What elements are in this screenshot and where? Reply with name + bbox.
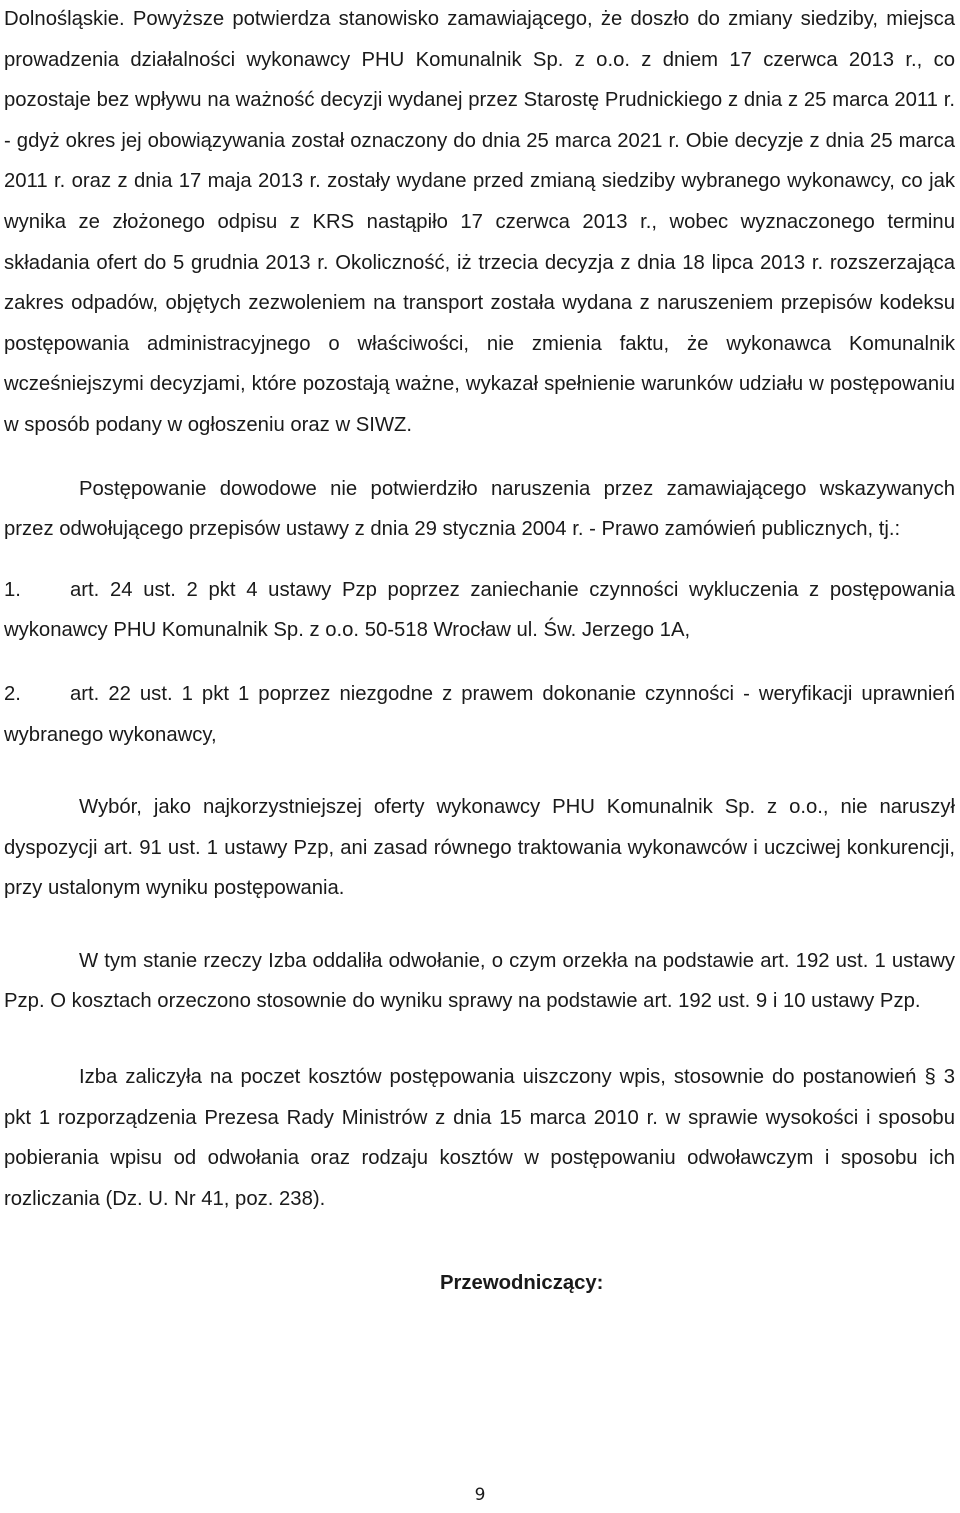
paragraph-costs: Izba zaliczyła na poczet kosztów postępowania uiszczony wpis, stosownie do postanowień § 3 pkt 1 rozporządzenia Prezesa Rady Ministrów z dnia 15 marca 2010 r. w sprawie wysokości i sposobu pobierania wpisu od odwołania oraz rodzaju kosztów w postępowaniu odwoławczym i sposobu ich rozliczania (Dz. U. Nr 41, poz. 238).: [4, 1066, 955, 1210]
paragraph-evidence: Postępowanie dowodowe nie potwierdziło naruszenia przez zamawiającego wskazywanych przez odwołującego przepisów ustawy z dnia 29 stycznia 2004 r. - Prawo zamówień publicznych, tj.:: [4, 477, 955, 541]
list-text: art. 24 ust. 2 pkt 4 ustawy Pzp poprzez zaniechanie czynności wykluczenia z postępowania wykonawcy PHU Komunalnik Sp. z o.o. 50-518 Wrocław ul. Św. Jerzego 1A,: [4, 578, 955, 642]
page-number: 9: [474, 1485, 486, 1505]
paragraph-decisions: Dolnośląskie. Powyższe potwierdza stanowisko zamawiającego, że doszło do zmiany siedziby, miejsca prowadzenia działalności wykonawcy PHU Komunalnik Sp. z o.o. z dniem 17 czerwca 2013 r., co pozostaje bez wpływu na ważność decyzji wydanej przez Starostę Prudnickiego z dnia z 25 marca 2011 r. - gdyż okres jej obowiązywania został oznaczony do dnia 25 marca 2021 r. Obie decyzje z dnia 25 marca 2011 r. oraz z dnia 17 maja 2013 r. zostały wydane przed zmianą siedziby wybranego wykonawcy, co jak wynika ze złożonego odpisu z KRS nastąpiło 17 czerwca 2013 r., wobec wyznaczonego terminu składania ofert do 5 grudnia 2013 r. Okoliczność, iż trzecia decyzja z dnia 18 lipca 2013 r. rozszerzająca zakres odpadów, objętych zezwoleniem na transport została wydana z naruszeniem przepisów kodeksu postępowania administracyjnego o właściwości, nie zmienia faktu, że wykonawca Komunalnik wcześniejszymi decyzjami, które pozostają ważne, wykazał spełnienie warunków udziału w postępowaniu w sposób podany w ogłoszeniu oraz w SIWZ.: [4, 8, 955, 436]
paragraph-ruling: W tym stanie rzeczy Izba oddaliła odwołanie, o czym orzekła na podstawie art. 192 ust. 1 ustawy Pzp. O kosztach orzeczono stosownie do wyniku sprawy na podstawie art. 192 ust. 9 i 10 ustawy Pzp.: [4, 949, 955, 1013]
list-text: art. 22 ust. 1 pkt 1 poprzez niezgodne z prawem dokonanie czynności - weryfikacji uprawnień wybranego wykonawcy,: [4, 682, 955, 746]
signature-label: Przewodniczący:: [440, 1272, 604, 1294]
paragraph-selection: Wybór, jako najkorzystniejszej oferty wykonawcy PHU Komunalnik Sp. z o.o., nie naruszył dyspozycji art. 91 ust. 1 ustawy Pzp, ani zasad równego traktowania wykonawców i uczciwej konkurencji, przy ustalonym wyniku postępowania.: [4, 796, 955, 900]
list-number: 1.: [4, 578, 21, 601]
list-item-1: [4, 570, 955, 651]
list-number: 2.: [4, 682, 21, 705]
document-page: [4, 0, 955, 1219]
list-item-2: [4, 674, 955, 755]
